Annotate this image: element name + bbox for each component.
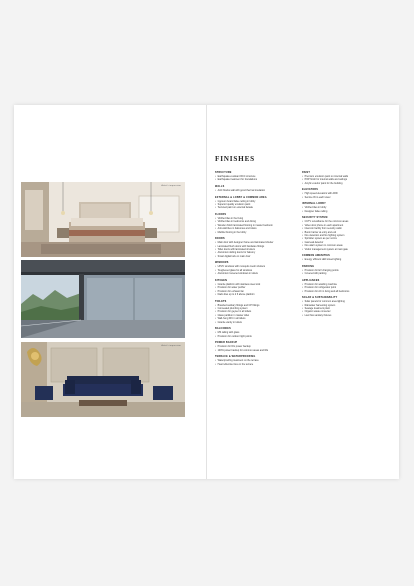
spec-item: • Toughened glass for all windows: [215, 269, 293, 272]
spec-item: • UPVC windows with mosquito mesh shutters: [215, 265, 293, 268]
spec-section: [302, 202, 380, 213]
spec-item: • Designer false ceiling: [302, 210, 380, 213]
spec-section-heading: EXTERNAL & LOBBY & COMMON AREA: [215, 195, 267, 199]
spec-section-heading: STRUCTURE: [215, 171, 232, 174]
bedroom-photo: [21, 182, 185, 257]
spec-list: [302, 206, 380, 213]
spec-list: [215, 175, 293, 182]
spec-item: • Earthquake treatment for foundations: [215, 178, 293, 181]
spec-item: • Vitrified tiles in lobby: [302, 206, 380, 209]
spec-item: • Branded sanitary fittings and CP fittings: [215, 304, 293, 307]
spec-item: • Service lift in each tower: [302, 196, 380, 199]
spec-item: • MS railing with glass: [215, 331, 293, 334]
spec-item: • Aluminium sliding doors for balcony: [215, 251, 293, 254]
spec-section-heading: APPLIANCES: [302, 278, 320, 282]
spec-item: • Provision for washing machine: [302, 283, 380, 286]
spec-item: • Acrylic exterior paint for the building: [302, 182, 380, 185]
spec-item: • Provision for AC in living and all bedrooms: [302, 290, 380, 293]
spec-item: • Vitrified tiles in the living: [215, 217, 293, 220]
spec-list: [302, 175, 380, 185]
spec-item: • Sprinkler system as per norms: [302, 237, 380, 240]
spec-item: • Video door phone in each apartment: [302, 224, 380, 227]
spec-list: [215, 200, 293, 210]
spec-section: [215, 237, 293, 258]
spec-item: • Marble flooring in the lobby: [215, 231, 293, 234]
spec-item: • Toilet doors with laminated shutters: [215, 248, 293, 251]
balcony-illustration: [21, 260, 185, 338]
spec-item: • Solar panels for common area lighting: [302, 300, 380, 303]
spec-list: [215, 189, 293, 192]
spec-section: [215, 196, 293, 210]
spec-section-heading: PAINT: [302, 171, 310, 174]
spec-section: [215, 341, 293, 352]
spec-list: [302, 283, 380, 293]
bedroom-illustration: [21, 182, 185, 257]
spec-item: • Wall-hung WC in all toilets: [215, 317, 293, 320]
spec-item: • Main door with designer frame and laminated shutter: [215, 241, 293, 244]
spec-item: • Provision for DG power backup: [215, 345, 293, 348]
spec-item: • Intercom facility from security cabin: [302, 227, 380, 230]
spec-item: • Granite platform with stainless steel sink: [215, 283, 293, 286]
spec-section: [215, 171, 293, 182]
spec-section-heading: POWER BACKUP: [215, 341, 238, 345]
spec-section: [215, 279, 293, 297]
spec-section: [215, 185, 293, 192]
spec-item: • Laminated flush doors with hardware fittings: [215, 245, 293, 248]
spec-item: • Visitor management system at main gate: [302, 248, 380, 251]
spec-item: • Granite vanity in toilets: [215, 321, 293, 324]
spec-section-heading: INTERNAL LOBBY: [302, 202, 326, 206]
page-title: FINISHES: [215, 155, 255, 163]
spec-item: • Provision for water purifier: [215, 286, 293, 289]
spec-section-heading: TOILETS: [215, 299, 227, 303]
spec-section: [302, 265, 380, 276]
spec-item: • Fire alarm system in common areas: [302, 244, 380, 247]
spec-item: • Gas leak detector: [302, 241, 380, 244]
specs-column-left: [215, 171, 293, 369]
spec-item: • Boom barrier at entry and exit: [302, 231, 380, 234]
spec-section: [302, 216, 380, 251]
spec-item: • Glass partition in master toilet: [215, 314, 293, 317]
spec-item: • Provision for geyser in all toilets: [215, 310, 293, 313]
spec-item: • Waterproofing treatment on the terrace: [215, 359, 293, 362]
photo-caption: Artist's impression: [161, 345, 181, 347]
spec-list: [302, 192, 380, 199]
spec-item: • Provision for EV charging points: [302, 269, 380, 272]
spec-item: • Organic waste converter: [302, 310, 380, 313]
spec-list: [215, 283, 293, 297]
spec-list: [302, 269, 380, 276]
spec-section: [215, 213, 293, 234]
spec-section-heading: SECURITY SYSTEM: [302, 216, 328, 220]
spec-list: [302, 258, 380, 261]
spec-section-heading: PARKING: [302, 264, 315, 268]
spec-list: [215, 217, 293, 234]
spec-item: • Smart digital lock on main door: [215, 255, 293, 258]
spec-section: [302, 171, 380, 185]
spec-item: • Vitrified tiles in bedrooms and dining: [215, 220, 293, 223]
specs-column-right: [302, 171, 380, 320]
spec-item: • Textured paint on external facade: [215, 206, 293, 209]
spec-section-heading: SOLAR & SUSTAINABILITY: [302, 296, 338, 300]
living-room-illustration: [21, 342, 185, 417]
spec-section: [302, 279, 380, 293]
spec-item: • AAC blocks wall with good thermal insulation: [215, 189, 293, 192]
spec-list: [302, 300, 380, 317]
spec-section-heading: DOORS: [215, 237, 225, 241]
spec-item: • Premium emulsion paint on internal walls: [302, 175, 380, 178]
spec-item: • CCTV surveillance for the common areas: [302, 220, 380, 223]
spec-list: [215, 241, 293, 258]
spec-item: • Aluminium louvered windows in toilets: [215, 272, 293, 275]
spec-item: • Superior quality emulsion paint: [215, 203, 293, 206]
spec-section: [215, 327, 293, 338]
spec-section-heading: WINDOWS: [215, 261, 229, 265]
spec-item: • 100% power backup for common areas and lifts: [215, 349, 293, 352]
spec-item: • Anti-skid tiles in balconies and toilets: [215, 227, 293, 230]
balcony-photo: [21, 260, 185, 338]
spec-list: [215, 265, 293, 275]
spec-list: [215, 345, 293, 352]
spec-section-heading: BALCONIES: [215, 327, 231, 331]
spec-list: [302, 220, 380, 251]
spec-item: • POP finish for internal walls and ceilings: [302, 178, 380, 181]
spec-section: [302, 296, 380, 317]
spec-section-heading: COMMON AMENITIES: [302, 254, 330, 258]
spec-section: [215, 261, 293, 275]
spec-section-heading: KITCHEN: [215, 278, 228, 282]
spec-item: • Heat reflective tiles on the terrace: [215, 363, 293, 366]
spec-item: • Provision for exhaust fan: [215, 290, 293, 293]
page-gutter: [206, 105, 207, 479]
spec-item: • Wooden finish laminated flooring in master bedroom: [215, 224, 293, 227]
spec-section: [302, 188, 380, 199]
spec-item: • Provision for outdoor light points: [215, 335, 293, 338]
spec-item: • Earthquake-resistant RCC structure: [215, 175, 293, 178]
spec-section: [302, 254, 380, 261]
spec-item: • Rainwater harvesting system: [302, 304, 380, 307]
spec-section-heading: FLOORS: [215, 213, 227, 216]
spec-section: [215, 355, 293, 366]
photo-caption: Artist's impression: [161, 185, 181, 187]
spec-item: • Fire detection and fire fighting system: [302, 234, 380, 237]
spec-item: • Covered stilt parking: [302, 272, 380, 275]
spec-item: • Sewage treatment plant: [302, 307, 380, 310]
living-room-photo: [21, 342, 185, 417]
spec-section: [215, 300, 293, 324]
spec-list: [215, 359, 293, 366]
spec-list: [215, 304, 293, 324]
spec-section-heading: TERRACE & WATERPROOFING: [215, 355, 256, 359]
spec-list: [215, 331, 293, 338]
spec-item: • Energy efficient LED street lighting: [302, 258, 380, 261]
spec-item: • Provision for refrigerator point: [302, 286, 380, 289]
spec-item: • Dado tiles up to 2 ft above platform: [215, 293, 293, 296]
spec-item: • Concealed plumbing system: [215, 307, 293, 310]
spec-item: • Low flow sanitary fixtures: [302, 314, 380, 317]
spec-section-heading: ELEVATORS: [302, 188, 319, 192]
spec-item: • Gypsum board false ceiling in lobby: [215, 200, 293, 203]
spec-section-heading: WALLS: [215, 185, 225, 188]
spec-item: • High speed elevators with ARD: [302, 192, 380, 195]
